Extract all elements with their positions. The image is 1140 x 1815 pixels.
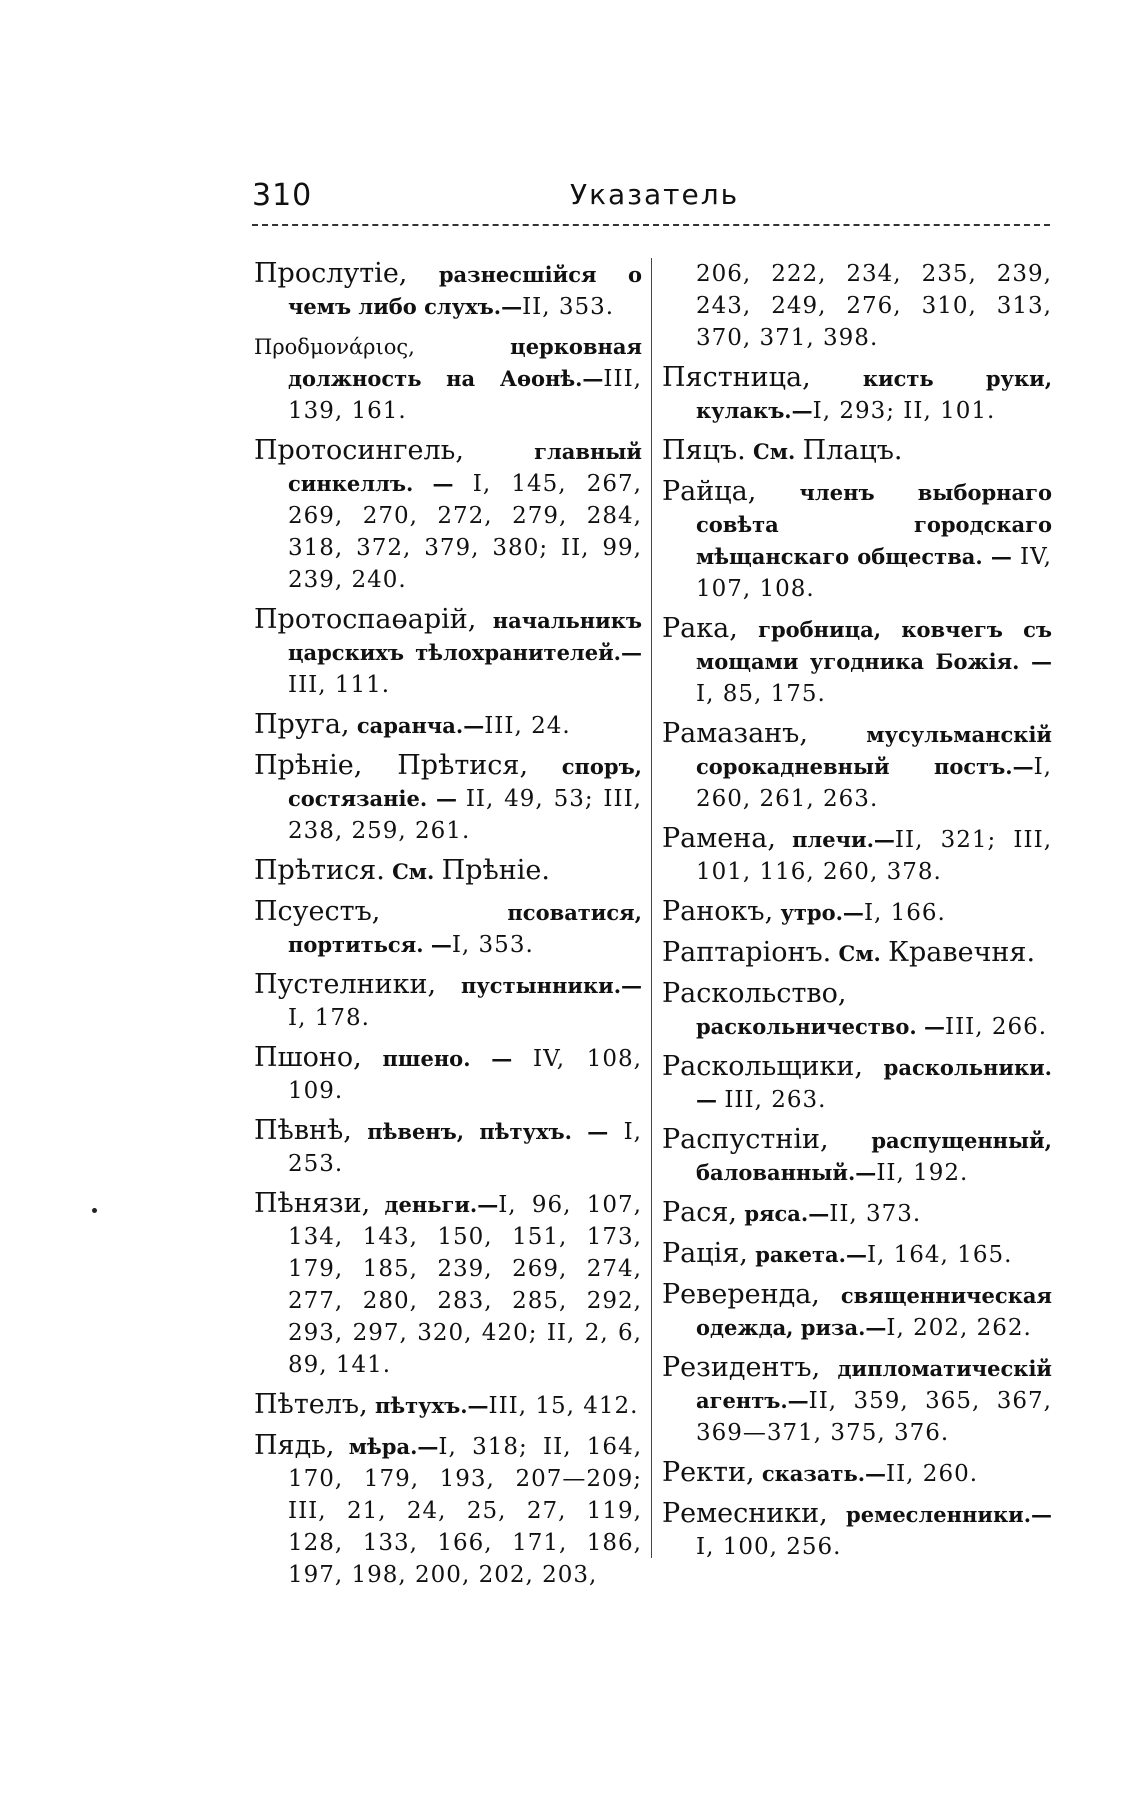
entry-headword: Пѣтелъ, — [254, 1389, 368, 1420]
entry-headword: Пѣвнѣ, — [254, 1115, 352, 1146]
index-entry — [254, 1389, 642, 1422]
entry-references: III, 139, 161. — [288, 366, 642, 424]
page-header — [252, 178, 1050, 226]
entry-definition: ремесленники.— — [827, 1502, 1052, 1527]
entry-headword: Пястница, — [662, 362, 811, 393]
entry-headword: Прослутіе, — [254, 258, 408, 289]
entry-definition: пшено. — — [361, 1046, 534, 1071]
index-entry — [662, 1352, 1052, 1449]
entry-headword: Прѣніе, Прѣтися, — [254, 750, 529, 781]
entry-references: I, 293; II, 101. — [812, 398, 996, 424]
entry-references: I, 145, 267, 269, 270, 272, 279, 284, 318, 372, 379, 380; II, 99, 239, 240. — [288, 471, 642, 593]
index-entry — [662, 476, 1052, 605]
entry-definition: псоватися, портиться. — — [288, 900, 642, 957]
entry-headword: Пустелники, — [254, 969, 437, 1000]
entry-headword: Пруга, — [254, 709, 350, 740]
entry-cross-reference: Плацъ. — [802, 435, 903, 466]
index-entry — [662, 435, 1052, 468]
index-entry — [254, 896, 642, 961]
entry-definition: ряса.— — [737, 1201, 830, 1226]
index-entry — [662, 896, 1052, 929]
header-rule — [252, 224, 1050, 226]
entry-references: II, 353. — [522, 294, 615, 320]
entry-headword: Реверенда, — [662, 1279, 820, 1310]
index-entry — [662, 613, 1052, 710]
entry-headword: Ректи, — [662, 1457, 755, 1488]
index-entry — [662, 1124, 1052, 1189]
entry-references: I, 202, 262. — [886, 1315, 1032, 1341]
entry-headword: Рація, — [662, 1238, 748, 1269]
index-entry — [662, 1279, 1052, 1344]
index-entry — [254, 750, 642, 847]
running-title: Указатель — [570, 178, 740, 211]
entry-headword: Рака, — [662, 613, 738, 644]
index-entry — [662, 823, 1052, 888]
entry-references: I, 166. — [863, 900, 946, 926]
index-entry — [662, 1457, 1052, 1490]
entry-definition: споръ, состязаніе. — — [288, 754, 642, 811]
index-entry — [662, 1498, 1052, 1563]
entry-references: III, 15, 412. — [488, 1393, 639, 1419]
entry-references: I, 353. — [451, 932, 534, 958]
entry-definition: пѣтухъ.— — [367, 1393, 489, 1418]
index-entry — [662, 1197, 1052, 1230]
index-entry — [662, 362, 1052, 427]
entry-definition: раскольничество. — — [696, 1014, 946, 1039]
entry-references: I, 85, 175. — [696, 681, 826, 707]
right-column — [662, 258, 1052, 1571]
entry-definition: утро.— — [773, 900, 864, 925]
index-entry — [254, 331, 642, 427]
entry-definition: деньги.— — [370, 1192, 499, 1217]
entry-headword: Ранокъ, — [662, 896, 774, 927]
entry-definition: распущенный, балованный.— — [696, 1128, 1052, 1185]
index-entry — [662, 1238, 1052, 1271]
entry-references: II, 49, 53; III, 238, 259, 261. — [288, 786, 642, 844]
entry-headword: Пядь, — [254, 1430, 335, 1461]
entry-definition: мѣра.— — [334, 1434, 439, 1459]
index-entry — [254, 258, 642, 323]
entry-headword: Раптаріонъ. — [662, 937, 832, 968]
entry-references: III, 263. — [724, 1087, 827, 1113]
entry-definition: гробница, ковчегъ съ мощами угодника Божія. — — [696, 617, 1052, 674]
page-number: 310 — [252, 178, 313, 213]
entry-headword: Резидентъ, — [662, 1352, 821, 1383]
entry-headword: Προδμονάριος, — [254, 335, 415, 359]
entry-definition: саранча.— — [349, 713, 485, 738]
entry-definition: мусульманскій сорокадневный постъ.— — [696, 722, 1052, 779]
index-entry — [254, 604, 642, 701]
entry-headword: Райца, — [662, 476, 757, 507]
entry-references: II, 321; III, 101, 116, 260, 378. — [696, 827, 1053, 885]
entry-references: I, 164, 165. — [866, 1242, 1013, 1268]
entry-definition: главный синкеллъ. — — [288, 439, 642, 496]
entry-references: III, 111. — [288, 672, 391, 698]
entry-cross-reference: Прѣніе. — [441, 855, 550, 886]
entry-definition: См. — [384, 859, 442, 884]
index-entry — [254, 709, 642, 742]
left-column — [254, 258, 642, 1599]
index-entry — [254, 855, 642, 888]
entry-references: I, 260, 261, 263. — [696, 754, 1052, 812]
entry-references: II, 373. — [829, 1201, 922, 1227]
entry-definition: начальникъ царскихъ тѣлохранителей.— — [288, 608, 642, 665]
entry-references: III, 266. — [945, 1014, 1048, 1040]
entry-definition: разнесшійся о чемъ либо слухъ.— — [288, 262, 642, 319]
entry-definition: раскольники.— — [696, 1055, 1052, 1112]
index-entry — [662, 978, 1052, 1043]
entry-headword: Раскольщики, — [662, 1051, 863, 1082]
index-entry — [662, 937, 1052, 970]
entry-references: I, 178. — [288, 1005, 370, 1031]
entry-references: I, 253. — [288, 1119, 642, 1177]
entry-definition: церковная должность на Аөонѣ.— — [288, 334, 642, 391]
entry-continuation — [662, 258, 1052, 354]
entry-headword: Пяцъ. — [662, 435, 746, 466]
entry-references: II, 359, 365, 367, 369—371, 375, 376. — [696, 1388, 1052, 1446]
entry-references: II, 192. — [876, 1160, 969, 1186]
entry-definition: сказать.— — [754, 1461, 887, 1486]
entry-headword: Рася, — [662, 1197, 738, 1228]
index-entry — [254, 1042, 642, 1107]
ink-speck — [92, 1208, 97, 1213]
index-entry — [254, 1115, 642, 1180]
entry-definition: дипломатическій агентъ.— — [696, 1356, 1052, 1413]
entry-headword: Распустніи, — [662, 1124, 829, 1155]
entry-headword: Пѣнязи, — [254, 1188, 371, 1219]
entry-headword: Пшоно, — [254, 1042, 362, 1073]
index-entry — [254, 969, 642, 1034]
entry-definition: ракета.— — [747, 1242, 867, 1267]
index-entry — [254, 1430, 642, 1591]
entry-definition: священническая одежда, риза.— — [696, 1283, 1052, 1340]
entry-definition: плечи.— — [775, 827, 895, 852]
entry-definition: пустынники.— — [436, 973, 642, 998]
column-divider — [651, 258, 652, 1558]
entry-definition: пѣвенъ, пѣтухъ. — — [351, 1119, 624, 1144]
index-entry — [662, 1051, 1052, 1116]
entry-cross-reference: Кравечня. — [888, 937, 1036, 968]
entry-references: I, 96, 107, 134, 143, 150, 151, 173, 179, 185, 239, 269, 274, 277, 280, 283, 285, 292, 293, 297, 320, 420; II, 2, 6, 89, 141. — [288, 1192, 642, 1378]
entry-headword: Ремесники, — [662, 1498, 828, 1529]
entry-headword: Псуестъ, — [254, 896, 381, 927]
index-entry — [662, 718, 1052, 815]
index-entry — [254, 435, 642, 596]
entry-references: IV, 107, 108. — [696, 544, 1052, 602]
entry-headword: Протосингель, — [254, 435, 464, 466]
entry-references: IV, 108, 109. — [288, 1046, 642, 1104]
entry-references: 206, 222, 234, 235, 239, 243, 249, 276, 310, 313, 370, 371, 398. — [696, 261, 1052, 351]
entry-headword: Рамазанъ, — [662, 718, 808, 749]
entry-headword: Протоспаөарій, — [254, 604, 477, 635]
entry-references: III, 24. — [484, 713, 571, 739]
entry-headword: Раскольство, — [662, 978, 847, 1009]
entry-references: II, 260. — [886, 1461, 979, 1487]
index-entry — [254, 1188, 642, 1381]
entry-definition: См. — [745, 439, 803, 464]
entry-definition: кисть руки, кулакъ.— — [696, 366, 1052, 423]
entry-definition: См. — [831, 941, 889, 966]
entry-headword: Прѣтися. — [254, 855, 385, 886]
entry-references: I, 100, 256. — [696, 1534, 842, 1560]
entry-definition: членъ выборнаго совѣта городскаго мѣщанскаго общества. — — [696, 480, 1052, 569]
entry-references: I, 318; II, 164, 170, 179, 193, 207—209; III, 21, 24, 25, 27, 119, 128, 133, 166, 171, 186, 197, 198, 200, 202, 203, — [288, 1434, 643, 1588]
entry-headword: Рамена, — [662, 823, 776, 854]
